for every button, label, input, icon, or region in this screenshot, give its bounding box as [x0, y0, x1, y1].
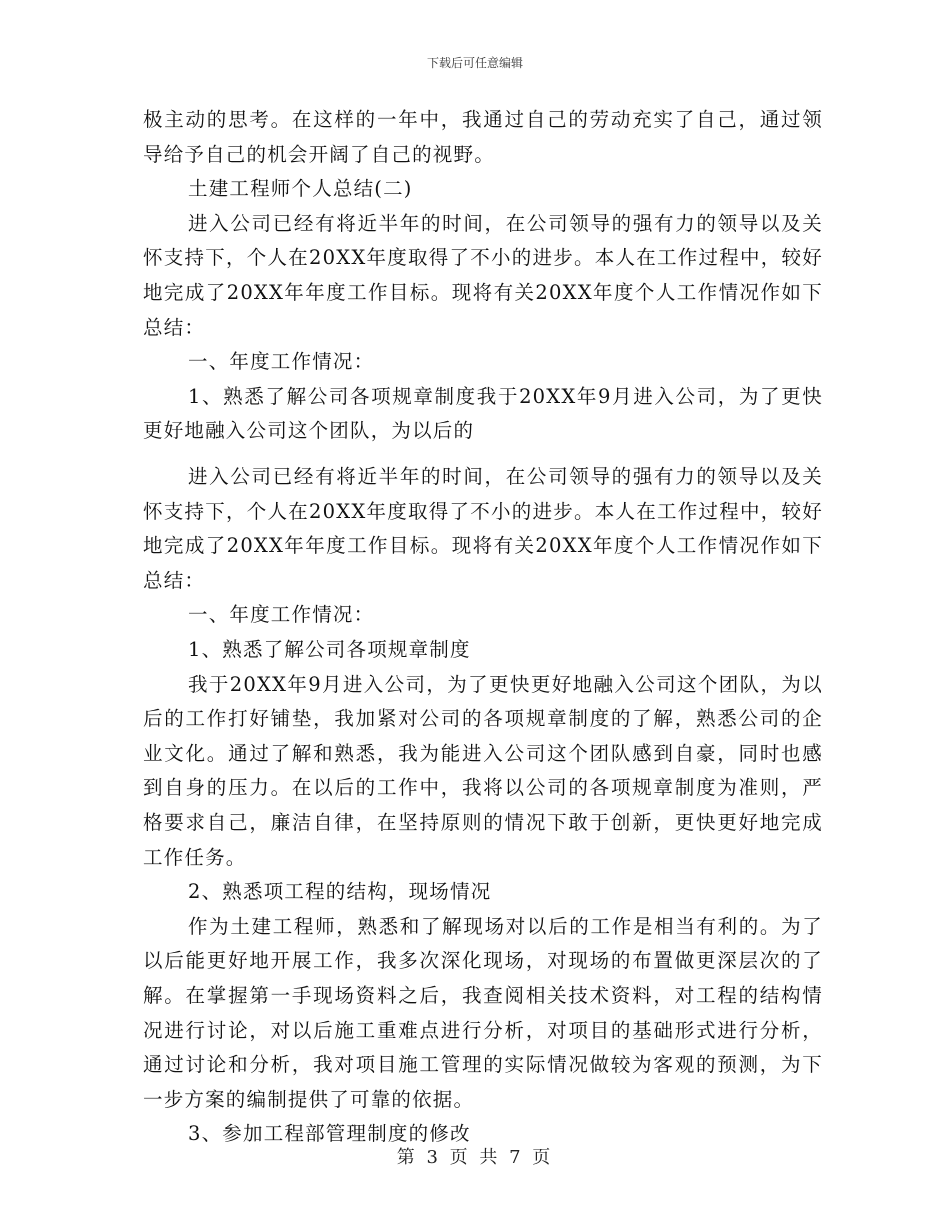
- paragraph-intro: 进入公司已经有将近半年的时间，在公司领导的强有力的领导以及关怀支持下，个人在20XX年度取得了不小的进步。本人在工作过程中，较好地完成了20XX年年度工作目标。现将有关20XX年度个人工作情况作如下总结：: [143, 211, 823, 339]
- heading-structure: 2、熟悉项工程的结构，现场情况: [188, 880, 492, 904]
- section-title: 土建工程师个人总结(二): [188, 177, 413, 201]
- body-text-block-1: [143, 103, 823, 449]
- body-text-block-2: [143, 460, 823, 1152]
- page-number-footer: 第 3 页 共 7 页: [396, 1147, 554, 1168]
- heading-management-rules: 3、参加工程部管理制度的修改: [188, 1122, 471, 1146]
- page-header: 下载后可任意编辑: [426, 56, 523, 70]
- paragraph-rules: 我于20XX年9月进入公司，为了更快更好地融入公司这个团队，为以后的工作打好铺垫，我加紧对公司的各项规章制度的了解，熟悉公司的企业文化。通过了解和熟悉，我为能进入公司这个团队感到自豪，同时也感到自身的压力。在以后的工作中，我将以公司的各项规章制度为准则，严格要求自己，廉洁自律，在坚持原则的情况下敢于创新，更快更好地完成工作任务。: [143, 672, 823, 869]
- heading-annual-work: 一、年度工作情况：: [188, 350, 375, 374]
- heading-rules: 1、熟悉了解公司各项规章制度: [188, 637, 471, 661]
- heading-annual-work: 一、年度工作情况：: [188, 603, 375, 627]
- paragraph-intro: 进入公司已经有将近半年的时间，在公司领导的强有力的领导以及关怀支持下，个人在20XX年度取得了不小的进步。本人在工作过程中，较好地完成了20XX年年度工作目标。现将有关20XX年度个人工作情况作如下总结：: [143, 465, 823, 592]
- paragraph-structure: 作为土建工程师，熟悉和了解现场对以后的工作是相当有利的。为了以后能更好地开展工作，我多次深化现场，对现场的布置做更深层次的了解。在掌握第一手现场资料之后，我查阅相关技术资料，对工程的结构情况进行讨论，对以后施工重难点进行分析，对项目的基础形式进行分析，通过讨论和分析，我对项目施工管理的实际情况做较为客观的预测，为下一步方案的编制提供了可靠的依据。: [143, 914, 823, 1111]
- paragraph-rules-excerpt: 1、熟悉了解公司各项规章制度我于20XX年9月进入公司，为了更快更好地融入公司这个团队，为以后的: [143, 384, 823, 443]
- paragraph-continuation: 极主动的思考。在这样的一年中，我通过自己的劳动充实了自己，通过领导给予自己的机会开阔了自己的视野。: [143, 108, 823, 166]
